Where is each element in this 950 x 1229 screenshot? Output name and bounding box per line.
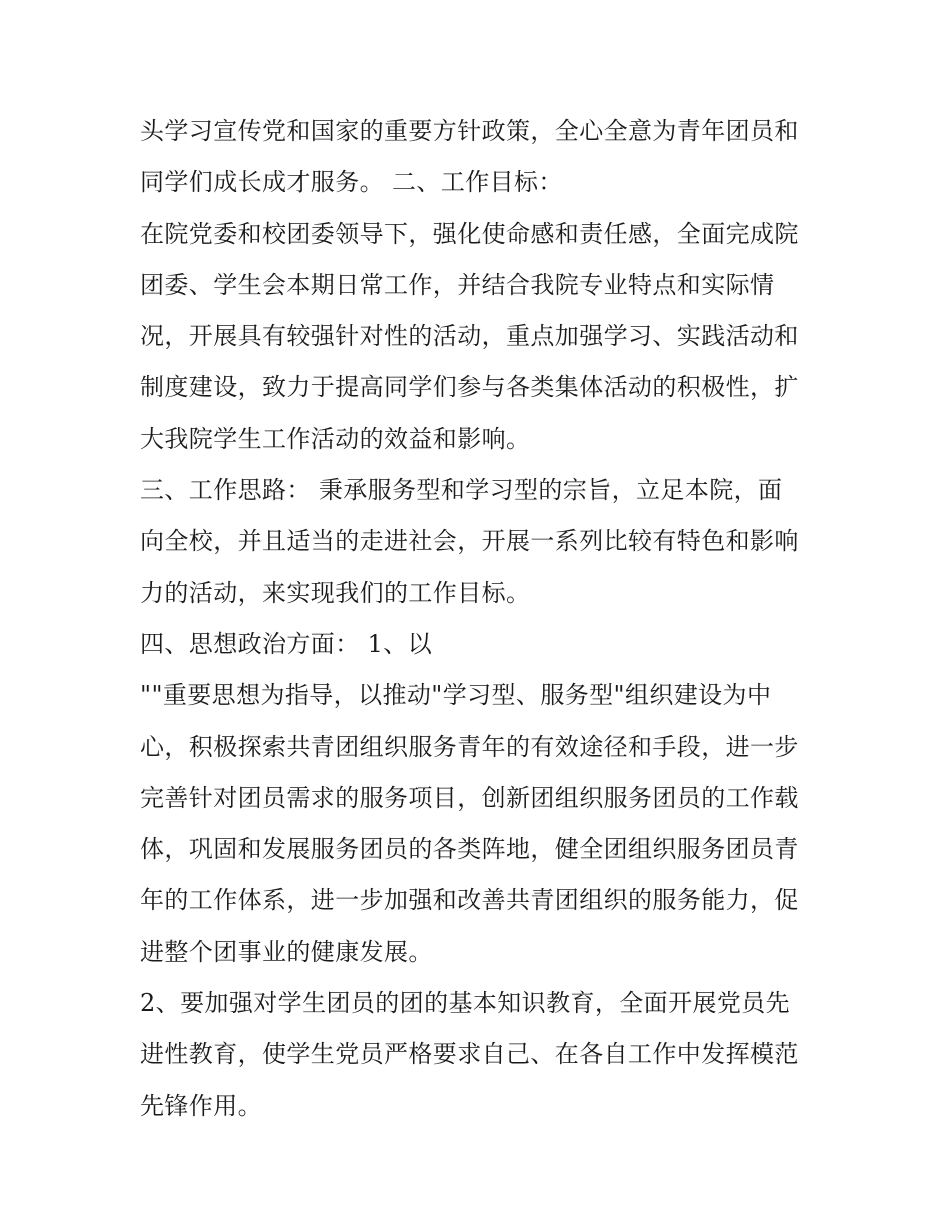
text-line: 进整个团事业的健康发展。 [140,937,433,966]
text-line: 团委、学生会本期日常工作，并结合我院专业特点和实际情 [140,270,775,299]
text-line: 在院党委和校团委领导下，强化使命感和责任感，全面完成院 [140,219,799,248]
text-line: 三、工作思路： 秉承服务型和学习型的宗旨，立足本院，面 [140,476,783,505]
text-line: 完善针对团员需求的服务项目，创新团组织服务团员的工作载 [140,783,799,812]
body-text [140,106,820,1132]
text-line: 同学们成长成才服务。 二、工作目标： [140,168,563,197]
text-line: 向全校，并且适当的走进社会，开展一系列比较有特色和影响 [140,527,799,556]
text-line: 头学习宣传党和国家的重要方针政策，全心全意为青年团员和 [140,117,799,145]
text-line: ""重要思想为指导，以推动"学习型、服务型"组织建设为中 [140,681,772,710]
text-line: 心，积极探索共青团组织服务青年的有效途径和手段，进一步 [140,732,799,761]
text-line: 先锋作用。 [140,1091,262,1120]
text-line: 制度建设，致力于提高同学们参与各类集体活动的积极性，扩 [140,373,799,402]
text-line: 四、思想政治方面： 1、以 [140,629,433,658]
text-line: 体，巩固和发展服务团员的各类阵地，健全团组织服务团员青 [140,835,799,864]
text-line: 年的工作体系，进一步加强和改善共青团组织的服务能力，促 [140,886,799,915]
text-line: 大我院学生工作活动的效益和影响。 [140,424,531,453]
text-line: 况，开展具有较强针对性的活动，重点加强学习、实践活动和 [140,322,799,351]
text-line: 2、要加强对学生团员的团的基本知识教育，全面开展党员先 [140,989,791,1018]
text-line: 进性教育，使学生党员严格要求自己、在各自工作中发挥模范 [140,1040,799,1069]
text-line: 力的活动，来实现我们的工作目标。 [140,578,531,607]
